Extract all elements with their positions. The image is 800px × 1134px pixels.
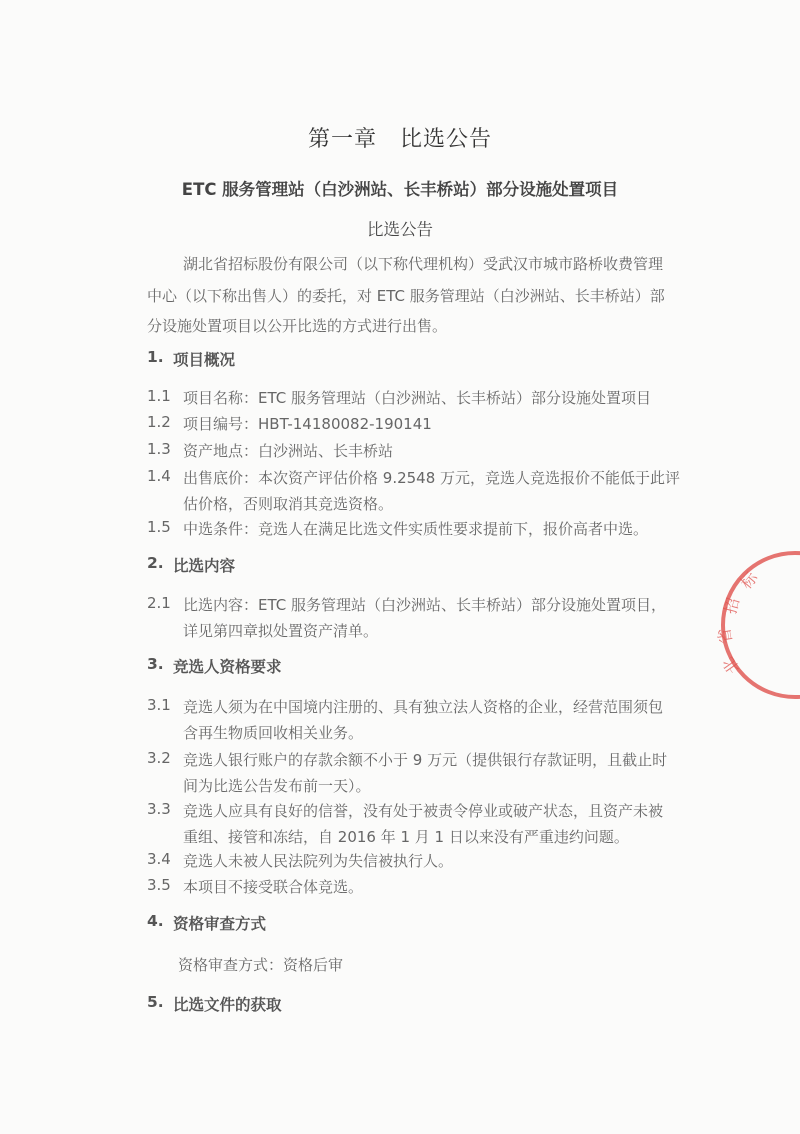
item-number: 1.5 (147, 518, 171, 536)
section-heading: 比选文件的获取 (173, 996, 282, 1014)
company-seal-stamp (700, 545, 800, 705)
item-number: 3.2 (147, 749, 171, 767)
section-heading: 资格审查方式 (173, 915, 267, 933)
intro-line: 湖北省招标股份有限公司（以下称代理机构）受武汉市城市路桥收费管理 (183, 255, 664, 273)
section-number: 3. (147, 655, 164, 673)
section-heading: 竞选人资格要求 (173, 658, 282, 676)
item-text: 重组、接管和冻结，自 2016 年 1 月 1 日以来没有严重违约问题。 (183, 828, 629, 846)
item-text: 含再生物质回收相关业务。 (183, 724, 364, 742)
section-heading: 项目概况 (173, 351, 236, 369)
item-text: 竞选人银行账户的存款余额不小于 9 万元（提供银行存款证明，且截止时 (183, 751, 668, 769)
section-number: 2. (147, 554, 164, 572)
item-text: 资产地点：白沙洲站、长丰桥站 (183, 442, 394, 460)
section-number: 1. (147, 348, 164, 366)
announcement-title: 比选公告 (367, 220, 433, 239)
item-text: 竞选人须为在中国境内注册的、具有独立法人资格的企业，经营范围须包 (183, 698, 664, 716)
item-number: 1.1 (147, 387, 171, 405)
review-method: 资格审查方式：资格后审 (178, 956, 344, 974)
item-number: 1.4 (147, 467, 171, 485)
item-text: 项目编号：HBT-14180082-190141 (183, 415, 432, 433)
svg-text:标: 标 (736, 568, 762, 593)
item-text: 比选内容：ETC 服务管理站（白沙洲站、长丰桥站）部分设施处置项目， (183, 596, 667, 614)
item-text: 中选条件：竞选人在满足比选文件实质性要求提前下，报价高者中选。 (183, 520, 649, 538)
svg-text:北: 北 (718, 653, 744, 678)
item-number: 1.2 (147, 413, 171, 431)
item-number: 2.1 (147, 594, 171, 612)
item-number: 3.4 (147, 850, 171, 868)
item-text: 竞选人应具有良好的信誉，没有处于被责令停业或破产状态，且资产未被 (183, 802, 664, 820)
item-text: 间为比选公告发布前一天）。 (183, 777, 371, 795)
svg-text:省: 省 (714, 626, 736, 646)
svg-text:招: 招 (720, 595, 744, 617)
intro-line: 中心（以下称出售人）的委托，对 ETC 服务管理站（白沙洲站、长丰桥站）部 (147, 287, 665, 305)
item-text: 项目名称：ETC 服务管理站（白沙洲站、长丰桥站）部分设施处置项目 (183, 389, 652, 407)
project-title: ETC 服务管理站（白沙洲站、长丰桥站）部分设施处置项目 (181, 180, 619, 199)
intro-line: 分设施处置项目以公开比选的方式进行出售。 (147, 317, 448, 335)
section-number: 5. (147, 993, 164, 1011)
item-text: 竞选人未被人民法院列为失信被执行人。 (183, 852, 454, 870)
item-text: 估价格，否则取消其竞选资格。 (183, 495, 394, 513)
section-number: 4. (147, 912, 164, 930)
item-number: 1.3 (147, 440, 171, 458)
chapter-title: 第一章 比选公告 (307, 127, 492, 152)
item-number: 3.5 (147, 876, 171, 894)
item-text: 本项目不接受联合体竞选。 (183, 878, 364, 896)
item-text: 详见第四章拟处置资产清单。 (183, 622, 379, 640)
item-number: 3.1 (147, 696, 171, 714)
item-number: 3.3 (147, 800, 171, 818)
section-heading: 比选内容 (173, 557, 236, 575)
item-text: 出售底价：本次资产评估价格 9.2548 万元，竞选人竞选报价不能低于此评 (183, 469, 681, 487)
